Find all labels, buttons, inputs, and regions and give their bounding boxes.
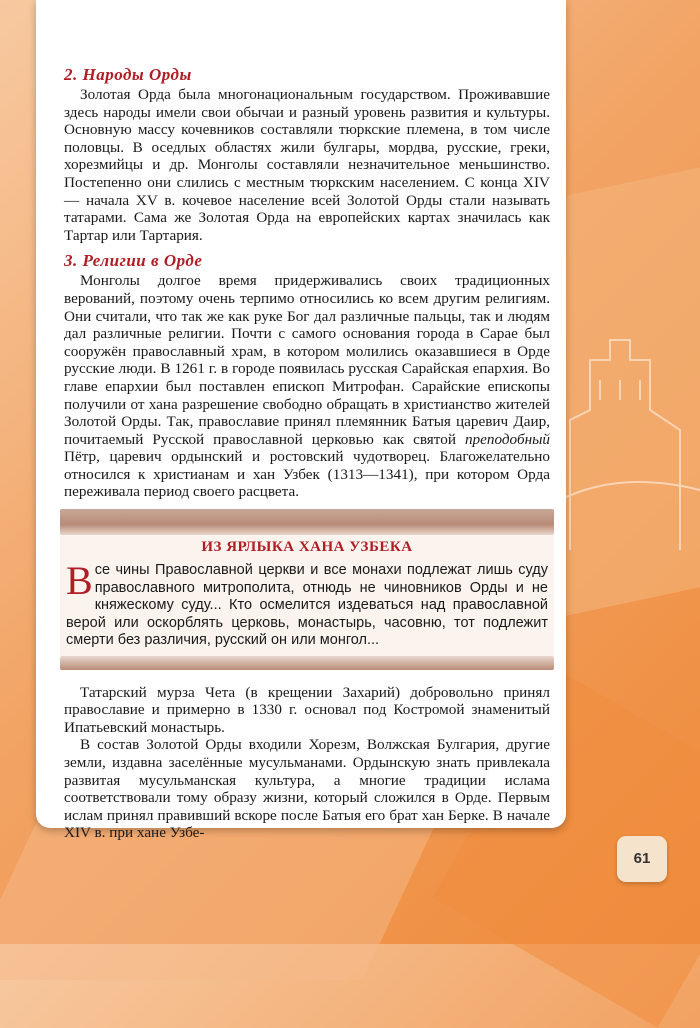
quote-box [60, 509, 554, 678]
section-heading-peoples: 2. Народы Орды [64, 65, 192, 84]
page-number: 61 [617, 836, 667, 882]
quote-title: ИЗ ЯРЛЫКА ХАНА УЗБЕКА [201, 539, 413, 556]
page-sheet [36, 0, 566, 842]
background-shape [0, 820, 437, 980]
paragraph-italic-text: преподобный [464, 430, 550, 448]
paragraph [64, 272, 550, 501]
paragraph: Татарский мурза Чета (в крещении Захарий) добровольно принял православие и примерно в 1330 г. основал под Костромой знаменитый Ипатьевский монастырь. [64, 683, 550, 736]
quote-bottom-edge [60, 656, 554, 670]
paragraph: Золотая Орда была многонациональным государством. Проживавшие здесь народы имели свои обычаи и разный уровень развития и культуры. Основную массу кочевников составляли тюркские племена, в том числе половцы. В оседлых областях жили булгары, мордва, русские, греки, хорезмийцы и др. Монголы составляли незначительное меньшинство. Постепенно они слились с местным тюркским населением. С конца XIV — начала XV в. кочевое население всей Золотой Орды стали называть татарами. Сама же Золотая Орда на европейских картах значилась как Тартар или Тартария. [64, 86, 550, 244]
castle-illustration [560, 300, 700, 560]
paragraph-text: Пётр, царевич ордынский и ростовский чудотворец. Благожелательно относился к христианам и хан Узбек (1313—1341), при котором Орда переживала период своего расцвета. [64, 448, 550, 501]
section-heading-religions: 3. Религии в Орде [64, 251, 203, 271]
quote-body [60, 535, 554, 656]
quote-body-text: се чины Православной церкви и все монахи подлежат лишь суду православного митрополита, отнюдь не чиновников Орды и не княжескому суду... Кто осмелится издеваться над православной верой или оскорблять церковь, монастырь, часовню, тот подлежит смерти без различия, русский он или монгол... [66, 562, 548, 649]
paragraph-text: Монголы долгое время придерживались своих традиционных верований, поэтому очень терпимо относились ко всем другим религиям. Они считали, что так же как руке Бог дал различные пальцы, так и людям дал различные религии. Почти с самого основания города в Сарае был сооружён православный храм, в котором молились оказавшиеся в Орде русские люди. В 1261 г. в городе появилась русская Сарайская епархия. Во главе епархии был поставлен епископ Митрофан. Сарайские епископы получили от хана разрешение свободно обращать в христианство жителей Золотой Орды. Так, православие принял племянник Батыя царевич Даир, почитаемый Русской православной церковью как святой [64, 272, 550, 448]
paragraph: В состав Золотой Орды входили Хорезм, Волжская Булгария, другие земли, издавна заселённые мусульманами. Ордынскую знать привлекала развитая мусульманская культура, а многие традиции ислама соответствовали тому образу жизни, который сложился в Орде. Первым ислам принял правивший вскоре после Батыя его брат хан Берке. В начале XIV в. при хане Узбе- [64, 736, 550, 842]
quote-text [66, 558, 548, 650]
page-content [64, 64, 550, 842]
drop-cap: В [66, 558, 93, 604]
quote-top-edge [60, 509, 554, 535]
